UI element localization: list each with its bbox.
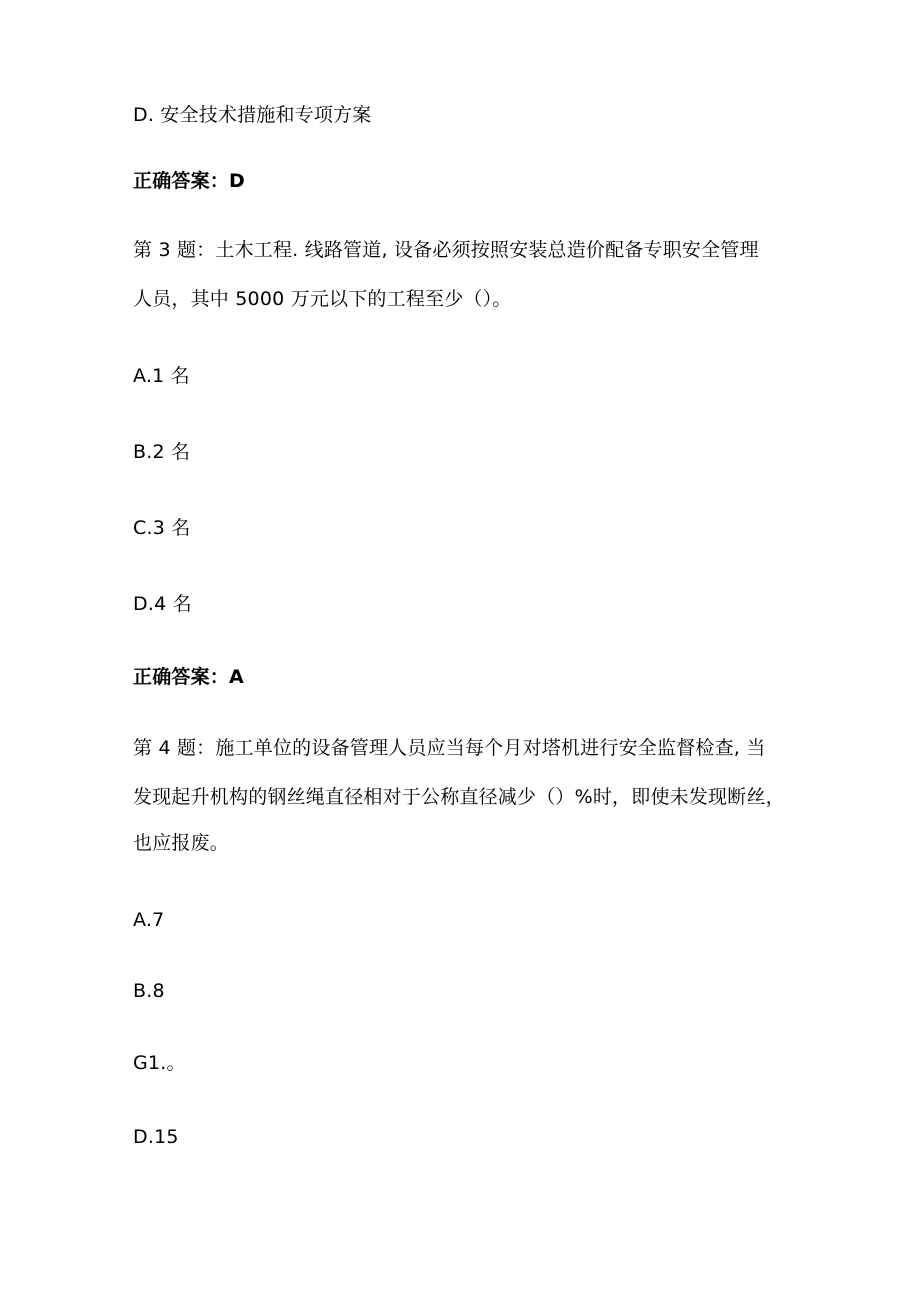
q2-correct-answer: 正确答案：D bbox=[133, 170, 245, 192]
q3-correct-answer: 正确答案：A bbox=[133, 666, 244, 688]
q4-stem-line1: 第 4 题：施工单位的设备管理人员应当每个月对塔机进行安全监督检查, 当 bbox=[133, 737, 766, 759]
q3-option-a: A.1 名 bbox=[133, 365, 190, 387]
q4-stem-line2: 发现起升机构的钢丝绳直径相对于公称直径减少（）%时，即使未发现断丝， bbox=[133, 786, 785, 808]
q3-stem-line1: 第 3 题：土木工程. 线路管道, 设备必须按照安装总造价配备专职安全管理 bbox=[133, 239, 759, 261]
q3-option-b: B.2 名 bbox=[133, 441, 191, 463]
q4-option-c: G1.。 bbox=[133, 1052, 186, 1074]
q4-stem-line3: 也应报废。 bbox=[133, 832, 230, 854]
q3-option-c: C.3 名 bbox=[133, 517, 191, 539]
q2-option-d: D. 安全技术措施和专项方案 bbox=[133, 104, 372, 126]
q4-option-a: A.7 bbox=[133, 909, 165, 931]
q3-stem-line2: 人员，其中 5000 万元以下的工程至少（）。 bbox=[133, 288, 512, 310]
q4-option-d: D.15 bbox=[133, 1126, 179, 1148]
q4-option-b: B.8 bbox=[133, 980, 165, 1002]
q3-option-d: D.4 名 bbox=[133, 593, 192, 615]
